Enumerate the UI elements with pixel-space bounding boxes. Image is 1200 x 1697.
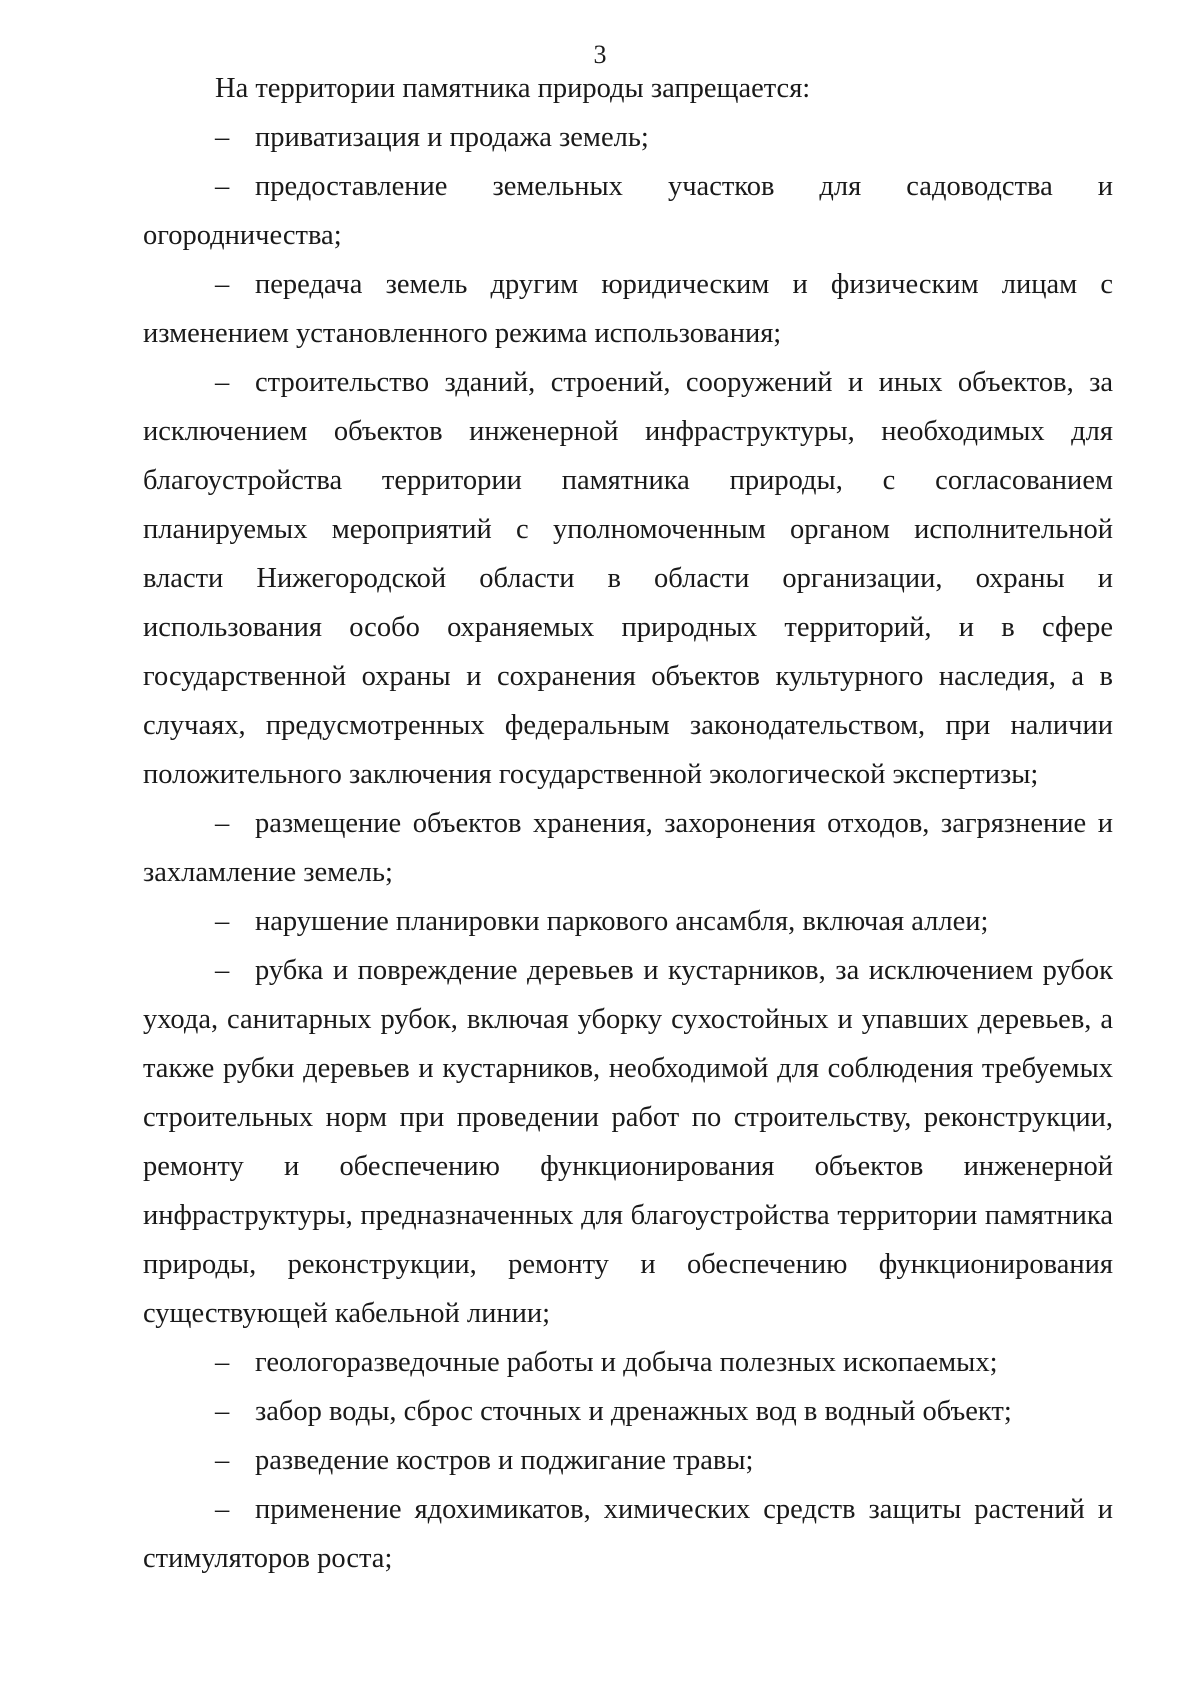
list-item-text: приватизация и продажа земель; <box>255 122 649 153</box>
dash-marker: – <box>215 955 230 986</box>
list-item <box>143 1485 1113 1583</box>
list-item-text: передача земель другим юридическим и физическим лицам с изменением установленного режима использования; <box>143 269 1113 349</box>
dash-marker: – <box>215 122 230 153</box>
list-item <box>143 162 1113 260</box>
dash-marker: – <box>215 906 230 937</box>
list-item-text: предоставление земельных участков для садоводства и огородничества; <box>143 171 1113 251</box>
intro-paragraph: На территории памятника природы запрещается: <box>215 73 811 104</box>
list-item-text: размещение объектов хранения, захоронения отходов, загрязнение и захламление земель; <box>143 808 1113 888</box>
dash-marker: – <box>215 1445 230 1476</box>
list-item-text: нарушение планировки паркового ансамбля, включая аллеи; <box>255 906 989 937</box>
list-item <box>143 260 1113 358</box>
dash-marker: – <box>215 1396 230 1427</box>
list-item <box>143 1387 1113 1436</box>
dash-marker: – <box>215 269 230 300</box>
list-item <box>143 1436 1113 1485</box>
dash-marker: – <box>215 367 230 398</box>
list-item <box>143 113 1113 162</box>
list-item-text: разведение костров и поджигание травы; <box>255 1445 754 1476</box>
dash-marker: – <box>215 1347 230 1378</box>
dash-marker: – <box>215 808 230 839</box>
list-item-text: рубка и повреждение деревьев и кустарников, за исключением рубок ухода, санитарных рубок, включая уборку сухостойных и упавших деревьев, а также рубки деревьев и кустарников, необходимой для соблюдения требуемых строительных норм при проведении работ по строительству, реконструкции, ремонту и обеспечению функционирования объектов инженерной инфраструктуры, предназначенных для благоустройства территории памятника природы, реконструкции, ремонту и обеспечению функционирования существующей кабельной линии; <box>143 955 1113 1329</box>
list-item-text: применение ядохимикатов, химических средств защиты растений и стимуляторов роста; <box>143 1494 1113 1574</box>
document-body <box>143 64 1113 1583</box>
list-item-text: геологоразведочные работы и добыча полезных ископаемых; <box>255 1347 998 1378</box>
dash-marker: – <box>215 171 230 202</box>
list-item <box>143 358 1113 799</box>
list-item-text: забор воды, сброс сточных и дренажных вод в водный объект; <box>255 1396 1012 1427</box>
list-item <box>143 897 1113 946</box>
list-item <box>143 946 1113 1338</box>
page-number: 3 <box>593 40 607 69</box>
list-item <box>143 1338 1113 1387</box>
list-item <box>143 799 1113 897</box>
dash-marker: – <box>215 1494 230 1525</box>
list-item-text: строительство зданий, строений, сооружений и иных объектов, за исключением объектов инженерной инфраструктуры, необходимых для благоустройства территории памятника природы, с согласованием планируемых мероприятий с уполномоченным органом исполнительной власти Нижегородской области в области организации, охраны и использования особо охраняемых природных территорий, и в сфере государственной охраны и сохранения объектов культурного наследия, а в случаях, предусмотренных федеральным законодательством, при наличии положительного заключения государственной экологической экспертизы; <box>143 367 1113 790</box>
